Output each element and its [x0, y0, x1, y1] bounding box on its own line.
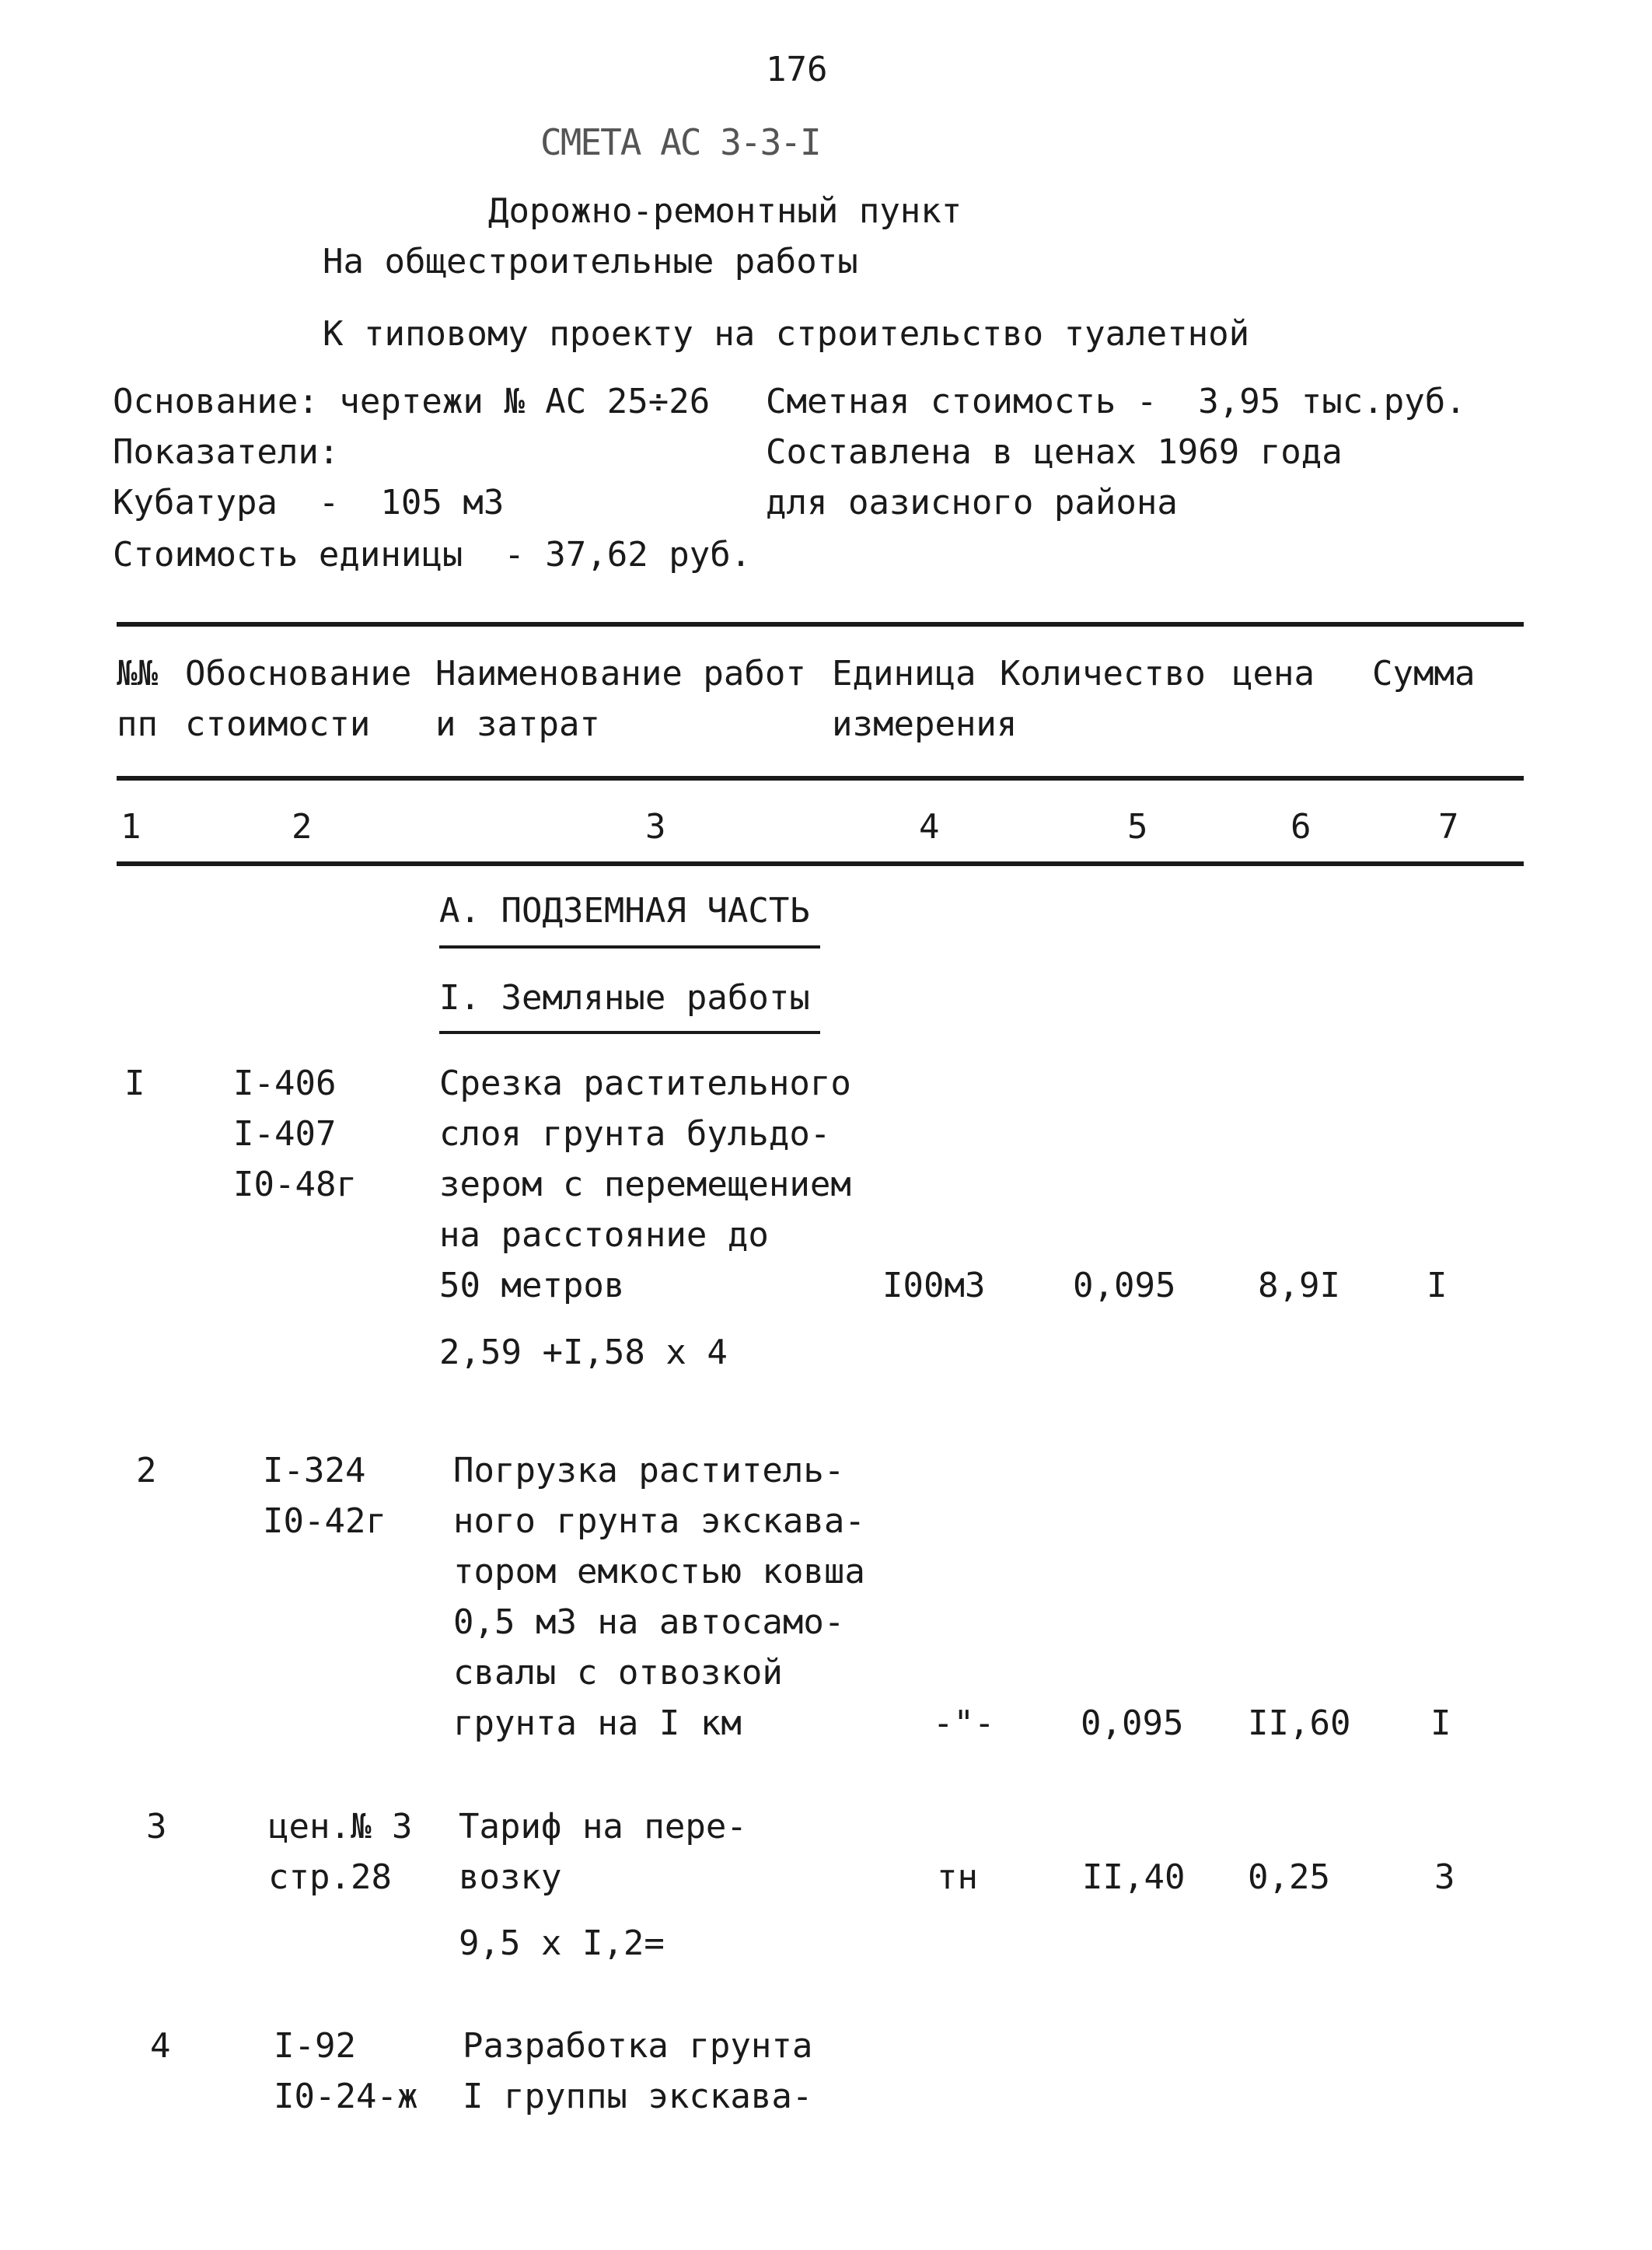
row-description: Срезка растительного: [439, 1064, 851, 1103]
row-basis: I0-42г: [263, 1501, 386, 1541]
row-sum: I: [1430, 1703, 1451, 1743]
section-heading: А. ПОДЗЕМНАЯ ЧАСТЬ: [439, 891, 810, 931]
header-col1-line2: пп: [117, 704, 158, 744]
header-col2-line1: Обоснование: [185, 654, 412, 694]
row-description: Разработка грунта: [463, 2026, 813, 2066]
header-col4-line1: Единица: [832, 654, 976, 694]
header-col3-line2: и затрат: [435, 704, 600, 744]
subsection-underline: [439, 1031, 820, 1034]
col-number: 3: [645, 807, 666, 847]
row-price: II,60: [1248, 1703, 1351, 1743]
row-unit: I00м3: [882, 1266, 986, 1305]
row-number: I: [124, 1064, 145, 1103]
row-calculation: 2,59 +I,58 x 4: [439, 1333, 728, 1372]
row-quantity: II,40: [1082, 1857, 1186, 1897]
row-description: Погрузка раститель-: [453, 1451, 845, 1490]
row-description: 0,5 м3 на автосамо-: [453, 1602, 845, 1642]
col-number: 6: [1291, 807, 1311, 847]
row-description: зером с перемещением: [439, 1165, 851, 1204]
header-line-3: К типовому проекту на строительство туалетной: [323, 314, 1250, 354]
table-top-rule: [117, 622, 1524, 627]
row-description: слоя грунта бульдо-: [439, 1114, 831, 1154]
row-quantity: 0,095: [1073, 1266, 1176, 1305]
col-number: 5: [1127, 807, 1148, 847]
header-line-2: На общестроительные работы: [323, 242, 858, 281]
row-description: 50 метров: [439, 1266, 625, 1305]
row-basis: цен.№ 3: [268, 1807, 413, 1846]
header-col5: Количество: [1000, 654, 1206, 694]
row-basis: I-407: [233, 1114, 337, 1154]
header-col1-line1: №№: [117, 654, 158, 694]
row-description: ного грунта экскава-: [453, 1501, 865, 1541]
indicators-label: Показатели:: [113, 432, 340, 472]
header-bottom-rule: [117, 776, 1524, 781]
row-number: 2: [136, 1451, 157, 1490]
col-number: 1: [120, 807, 141, 847]
basis-info: Основание: чертежи № АС 25÷26: [113, 382, 711, 421]
row-price: 0,25: [1248, 1857, 1330, 1897]
row-price: 8,9I: [1258, 1266, 1340, 1305]
row-quantity: 0,095: [1081, 1703, 1184, 1743]
row-unit: тн: [937, 1857, 978, 1897]
header-col2-line2: стоимости: [185, 704, 371, 744]
col-number: 2: [292, 807, 313, 847]
row-description: грунта на I км: [453, 1703, 742, 1743]
row-basis: I0-48г: [233, 1165, 357, 1204]
row-description: на расстояние до: [439, 1215, 769, 1255]
row-description: тором емкостью ковша: [453, 1552, 865, 1591]
header-col4-line2: измерения: [832, 704, 1018, 744]
subsection-heading: I. Земляные работы: [439, 978, 810, 1018]
header-col7: Сумма: [1372, 654, 1476, 694]
row-basis: I-324: [263, 1451, 366, 1490]
col-number: 7: [1438, 807, 1459, 847]
header-col3-line1: Наименование работ: [435, 654, 806, 694]
row-description: возку: [459, 1857, 562, 1897]
header-line-1: Дорожно-ремонтный пункт: [488, 191, 962, 231]
row-sum: I: [1427, 1266, 1448, 1305]
document-code: СМЕТА АС 3-3-I: [540, 121, 820, 163]
volume-info: Кубатура - 105 м3: [113, 483, 505, 522]
prices-year: Составлена в ценах 1969 года: [766, 432, 1343, 472]
page-number: 176: [766, 50, 828, 89]
row-number: 3: [146, 1807, 167, 1846]
unit-cost-info: Стоимость единицы - 37,62 руб.: [113, 535, 752, 575]
section-underline: [439, 945, 820, 949]
row-unit: -"-: [933, 1703, 995, 1743]
row-basis: I-92: [274, 2026, 356, 2066]
row-description: Тариф на пере-: [459, 1807, 747, 1846]
column-numbers-rule: [117, 861, 1524, 866]
row-basis: стр.28: [268, 1857, 392, 1897]
estimated-cost: Сметная стоимость - 3,95 тыс.руб.: [766, 382, 1466, 421]
row-description: I группы экскава-: [463, 2077, 813, 2116]
row-basis: I0-24-ж: [274, 2077, 418, 2116]
region-info: для оазисного района: [766, 483, 1178, 522]
header-col6: цена: [1232, 654, 1315, 694]
row-description: свалы с отвозкой: [453, 1653, 783, 1693]
row-sum: 3: [1434, 1857, 1455, 1897]
row-number: 4: [150, 2026, 171, 2066]
row-basis: I-406: [233, 1064, 337, 1103]
row-calculation: 9,5 x I,2=: [459, 1923, 665, 1963]
col-number: 4: [919, 807, 940, 847]
